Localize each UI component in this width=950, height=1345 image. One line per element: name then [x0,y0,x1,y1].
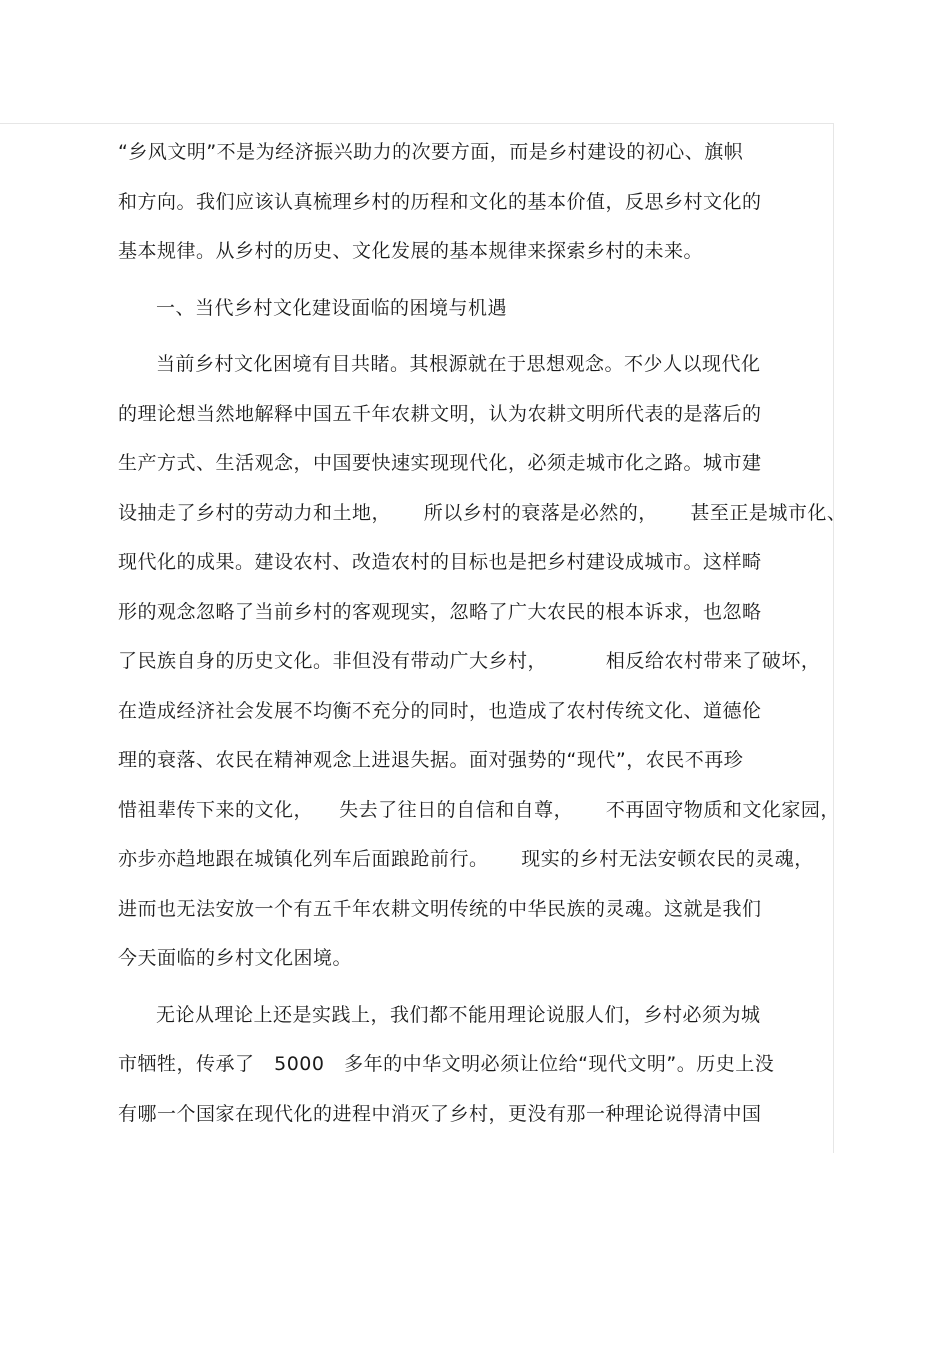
text-line: 设抽走了乡村的劳动力和土地， 所以乡村的衰落是必然的， 甚至正是城市化、 [118,501,847,524]
document-body [118,128,847,1139]
text-line: 生产方式、生活观念，中国要快速实现现代化，必须走城市化之路。城市建 [118,452,762,474]
text-line: 无论从理论上还是实践上，我们都不能用理论说服人们，乡村必须为城 [156,1003,761,1026]
text-line: 有哪一个国家在现代化的进程中消灭了乡村，更没有那一种理论说得清中国 [118,1102,762,1125]
text-line: 进而也无法安放一个有五千年农耕文明传统的中华民族的灵魂。这就是我们 [118,897,762,920]
text-line: 市牺牲，传承了 5000 多年的中华文明必须让位给“现代文明”。历史上没 [118,1053,775,1075]
text-line: 亦步亦趋地跟在城镇化列车后面踉跄前行。 现实的乡村无法安顿农民的灵魂， [118,848,814,870]
text-line: 现代化的成果。建设农村、改造农村的目标也是把乡村建设成城市。这样畸 [118,551,762,573]
text-line: 了民族自身的历史文化。非但没有带动广大乡村， 相反给农村带来了破坏， [118,650,821,672]
section-heading: 一、当代乡村文化建设面临的困境与机遇 [156,296,508,319]
text-line: 当前乡村文化困境有目共睹。其根源就在于思想观念。不少人以现代化 [156,353,761,375]
text-line: 惜祖辈传下来的文化， 失去了往日的自信和自尊， 不再固守物质和文化家园， [118,798,840,821]
text-line: “乡风文明”不是为经济振兴助力的次要方面，而是乡村建设的初心、旗帜 [118,141,744,163]
text-line: 在造成经济社会发展不均衡不充分的同时，也造成了农村传统文化、道德伦 [118,699,762,722]
text-line: 的理论想当然地解释中国五千年农耕文明，认为农耕文明所代表的是落后的 [118,402,762,425]
text-line: 基本规律。从乡村的历史、文化发展的基本规律来探索乡村的未来。 [118,240,704,262]
text-line: 理的衰落、农民在精神观念上进退失据。面对强势的“现代”，农民不再珍 [118,749,744,771]
text-line: 形的观念忽略了当前乡村的客观现实，忽略了广大农民的根本诉求，也忽略 [118,600,762,623]
text-line: 今天面临的乡村文化困境。 [118,947,353,969]
text-line: 和方向。我们应该认真梳理乡村的历程和文化的基本价值，反思乡村文化的 [118,190,762,213]
